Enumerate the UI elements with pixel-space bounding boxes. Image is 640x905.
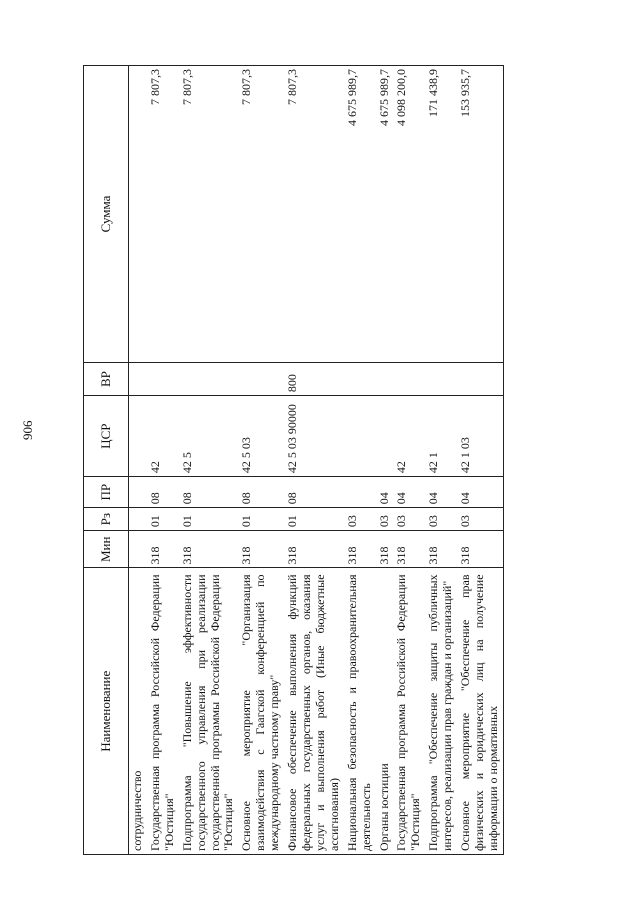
budget-table (83, 65, 504, 855)
cell-pr: 04 (425, 477, 457, 508)
cell-pr (129, 477, 147, 508)
cell-rz: 03 (376, 508, 394, 531)
cell-min: 318 (284, 531, 344, 568)
cell-vr (129, 362, 147, 395)
table-row (284, 66, 344, 855)
cell-name: Органы юстиции (376, 568, 394, 855)
cell-pr (344, 477, 376, 508)
header-pr: ПР (84, 477, 129, 508)
cell-min (129, 531, 147, 568)
cell-min: 318 (425, 531, 457, 568)
cell-pr: 08 (147, 477, 179, 508)
cell-sum: 4 675 989,7 (344, 66, 376, 363)
cell-pr: 08 (179, 477, 239, 508)
cell-rz: 01 (179, 508, 239, 531)
cell-pr: 04 (376, 477, 394, 508)
table-row (147, 66, 179, 855)
cell-sum: 4 675 989,7 (376, 66, 394, 363)
header-sum: Сумма (84, 66, 129, 363)
header-csr: ЦСР (84, 396, 129, 477)
cell-name: Национальная безопасность и правоохранительная деятельность (344, 568, 376, 855)
table-row (457, 66, 503, 855)
cell-name: Государственная программа Российской Федерации "Юстиция" (393, 568, 425, 855)
cell-min: 318 (457, 531, 503, 568)
cell-min: 318 (393, 531, 425, 568)
header-min: Мин (84, 531, 129, 568)
cell-rz: 03 (457, 508, 503, 531)
cell-rz: 03 (425, 508, 457, 531)
header-vr: ВР (84, 362, 129, 395)
cell-csr: 42 (147, 396, 179, 477)
cell-sum: 7 807,3 (284, 66, 344, 363)
cell-csr: 42 5 (179, 396, 239, 477)
cell-rz: 03 (393, 508, 425, 531)
cell-name: Основное мероприятие "Организация взаимодействия с Гаагской конференцией по международному частному праву" (238, 568, 284, 855)
cell-name: сотрудничество (129, 568, 147, 855)
cell-vr (344, 362, 376, 395)
table-row (179, 66, 239, 855)
cell-csr: 42 (393, 396, 425, 477)
cell-pr: 08 (284, 477, 344, 508)
header-name: Наименование (84, 568, 129, 855)
cell-vr: 800 (284, 362, 344, 395)
cell-pr: 04 (393, 477, 425, 508)
cell-csr: 42 1 (425, 396, 457, 477)
cell-name: Государственная программа Российской Федерации "Юстиция" (147, 568, 179, 855)
cell-rz: 01 (147, 508, 179, 531)
cell-name: Подпрограмма "Обеспечение защиты публичных интересов, реализации прав граждан и организаций" (425, 568, 457, 855)
cell-vr (376, 362, 394, 395)
cell-sum: 153 935,7 (457, 66, 503, 363)
cell-csr (376, 396, 394, 477)
cell-csr: 42 5 03 90000 (284, 396, 344, 477)
cell-csr (129, 396, 147, 477)
cell-pr: 08 (238, 477, 284, 508)
table-row (238, 66, 284, 855)
cell-sum: 171 438,9 (425, 66, 457, 363)
header-rz: Рз (84, 508, 129, 531)
cell-name: Финансовое обеспечение выполнения функций федеральных государственных органов, оказания услуг и выполнения работ (Иные бюджетные ассигнования) (284, 568, 344, 855)
table-row (376, 66, 394, 855)
table-row (393, 66, 425, 855)
cell-sum: 7 807,3 (147, 66, 179, 363)
table-row (425, 66, 457, 855)
cell-sum: 4 098 200,0 (393, 66, 425, 363)
cell-rz: 03 (344, 508, 376, 531)
cell-vr (238, 362, 284, 395)
cell-csr (344, 396, 376, 477)
cell-vr (425, 362, 457, 395)
cell-min: 318 (147, 531, 179, 568)
cell-pr: 04 (457, 477, 503, 508)
cell-min: 318 (179, 531, 239, 568)
budget-table-rotated (83, 65, 588, 855)
table-row (129, 66, 147, 855)
cell-vr (179, 362, 239, 395)
cell-sum: 7 807,3 (238, 66, 284, 363)
cell-csr: 42 1 03 (457, 396, 503, 477)
cell-min: 318 (238, 531, 284, 568)
cell-sum: 7 807,3 (179, 66, 239, 363)
cell-name: Подпрограмма "Повышение эффективности государственного управления при реализации государственной программы Российской Федерации "Юстиция" (179, 568, 239, 855)
cell-min: 318 (376, 531, 394, 568)
cell-vr (457, 362, 503, 395)
cell-sum (129, 66, 147, 363)
cell-rz (129, 508, 147, 531)
cell-vr (393, 362, 425, 395)
cell-vr (147, 362, 179, 395)
cell-rz: 01 (238, 508, 284, 531)
cell-csr: 42 5 03 (238, 396, 284, 477)
table-row (344, 66, 376, 855)
cell-min: 318 (344, 531, 376, 568)
cell-name: Основное мероприятие "Обеспечение прав физических и юридических лиц на получение информации о нормативных (457, 568, 503, 855)
table-header (84, 66, 129, 855)
cell-rz: 01 (284, 508, 344, 531)
page-number: 906 (20, 420, 35, 440)
